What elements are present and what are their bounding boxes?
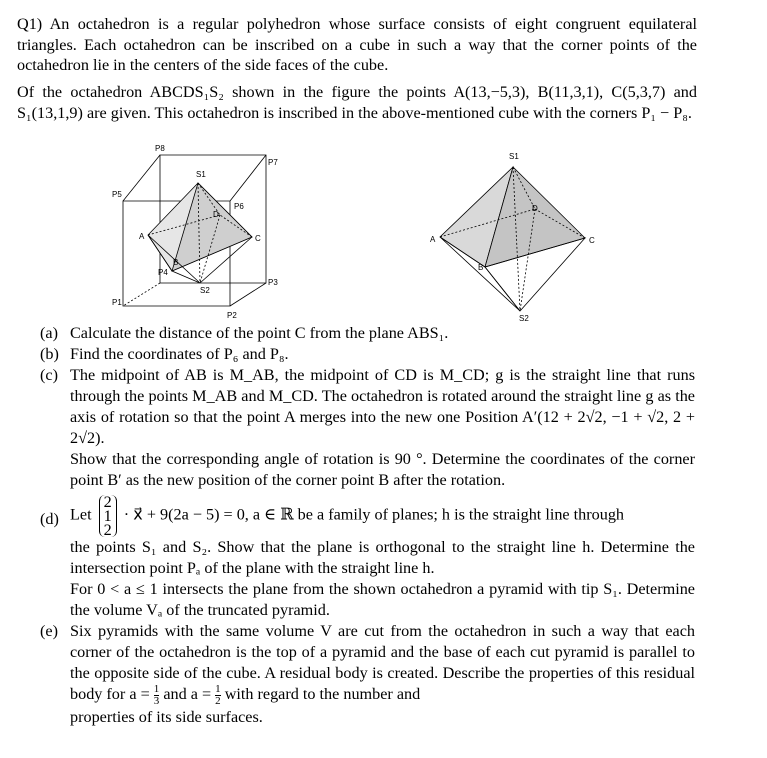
label-p4: P4	[158, 268, 168, 277]
label-p1: P1	[112, 298, 122, 307]
octahedron-figure	[440, 167, 585, 311]
octahedron-figures	[100, 143, 620, 328]
item-e	[40, 621, 695, 728]
label-p7: P7	[268, 158, 278, 167]
item-text-end: with regard to the number and	[224, 685, 421, 704]
label-d-right: D	[532, 204, 538, 213]
label-p6: P6	[234, 202, 244, 211]
normal-vector: 2 1 2	[99, 495, 117, 537]
item-text: Find the coordinates of P₆ and P₈.	[70, 345, 289, 363]
label-p5: P5	[112, 190, 122, 199]
fraction-one-third: $\frac{1}{3}$	[153, 683, 160, 707]
item-c	[40, 365, 695, 491]
item-label: (b)	[40, 345, 59, 363]
label-p8: P8	[155, 144, 165, 153]
label-s1: S1	[196, 170, 206, 179]
item-text: Six pyramids with the same volume V are cut from the octahedron in such a way that each corner of the octahedron is the top of a pyramid and the base of each cut pyramid is parallel to the opposite side of the cube. A residual body is created. Describe the	[70, 622, 695, 682]
label-b: B	[173, 258, 179, 267]
item-a	[40, 323, 695, 344]
given-points-paragraph: Of the octahedron ABCDS₁S₂ shown in the figure the points A(13,−5,3), B(11,3,1), C(5,3,7) and S₁(13,1,9) are given. This octahedron is inscribed in the above-mentioned cube with the corners P₁ − P₈.	[17, 83, 697, 122]
item-label: (d)	[40, 510, 59, 528]
intro-paragraph: Q1) An octahedron is a regular polyhedron whose surface consists of eight congruent equilateral triangles. Each octahedron can be inscribed on a cube in such a way that the corner points of the octahedron lie in the centers of the side faces of the cube.	[17, 15, 697, 75]
item-b	[40, 344, 695, 365]
label-c: C	[255, 234, 261, 243]
label-b-right: B	[478, 263, 484, 272]
item-label: (a)	[40, 324, 58, 342]
label-s2-right: S2	[519, 314, 529, 323]
item-text: the points S₁ and S₂. Show that the plane is orthogonal to the straight line h. Determine the intersection point Pₐ of the plane with the straight line h.	[70, 538, 695, 577]
label-s1-right: S1	[509, 152, 519, 161]
item-text-2: For 0 < a ≤ 1 intersects the plane from the shown octahedron a pyramid with tip S₁. Determine the volume Vₐ of the truncated pyramid.	[70, 580, 695, 619]
figures	[100, 143, 620, 328]
question-list	[40, 323, 695, 728]
fraction-one-half: $\frac{1}{2}$	[215, 683, 221, 707]
label-s2: S2	[200, 286, 210, 295]
item-text-2: Show that the corresponding angle of rotation is 90 °. Determine the coordinates of the corner point B′ as the new position of the corner point B after the rotation.	[70, 450, 695, 489]
item-text: The midpoint of AB is M_AB, the midpoint of CD is M_CD; g is the straight line that runs through the points M_AB and M_CD. The octahedron is rotated around the straight line g as the axis of rotation so that the point A merges into the new one Position A′(12 + 2√2, −1 + √2, 2 + 2√2).	[70, 366, 695, 447]
label-p2: P2	[227, 311, 237, 320]
item-text: Calculate the distance of the point C from the plane ABS₁.	[70, 324, 449, 342]
item-mid: and a =	[163, 685, 212, 704]
label-a-right: A	[430, 235, 436, 244]
label-d: D	[213, 210, 219, 219]
item-pre: Let	[70, 505, 92, 524]
cube-figure	[123, 155, 266, 306]
item-text-3: properties of its side surfaces.	[70, 708, 263, 726]
item-label: (e)	[40, 622, 58, 640]
item-text-a: properties of this residual body for a =	[70, 664, 696, 704]
item-post: · x⃗ + 9(2a − 5) = 0, a ∈ ℝ be a family of planes; h is the straight line through	[123, 505, 625, 524]
label-p3: P3	[268, 278, 278, 287]
label-a: A	[139, 232, 145, 241]
item-label: (c)	[40, 366, 58, 384]
item-d	[40, 495, 695, 621]
label-c-right: C	[589, 236, 595, 245]
